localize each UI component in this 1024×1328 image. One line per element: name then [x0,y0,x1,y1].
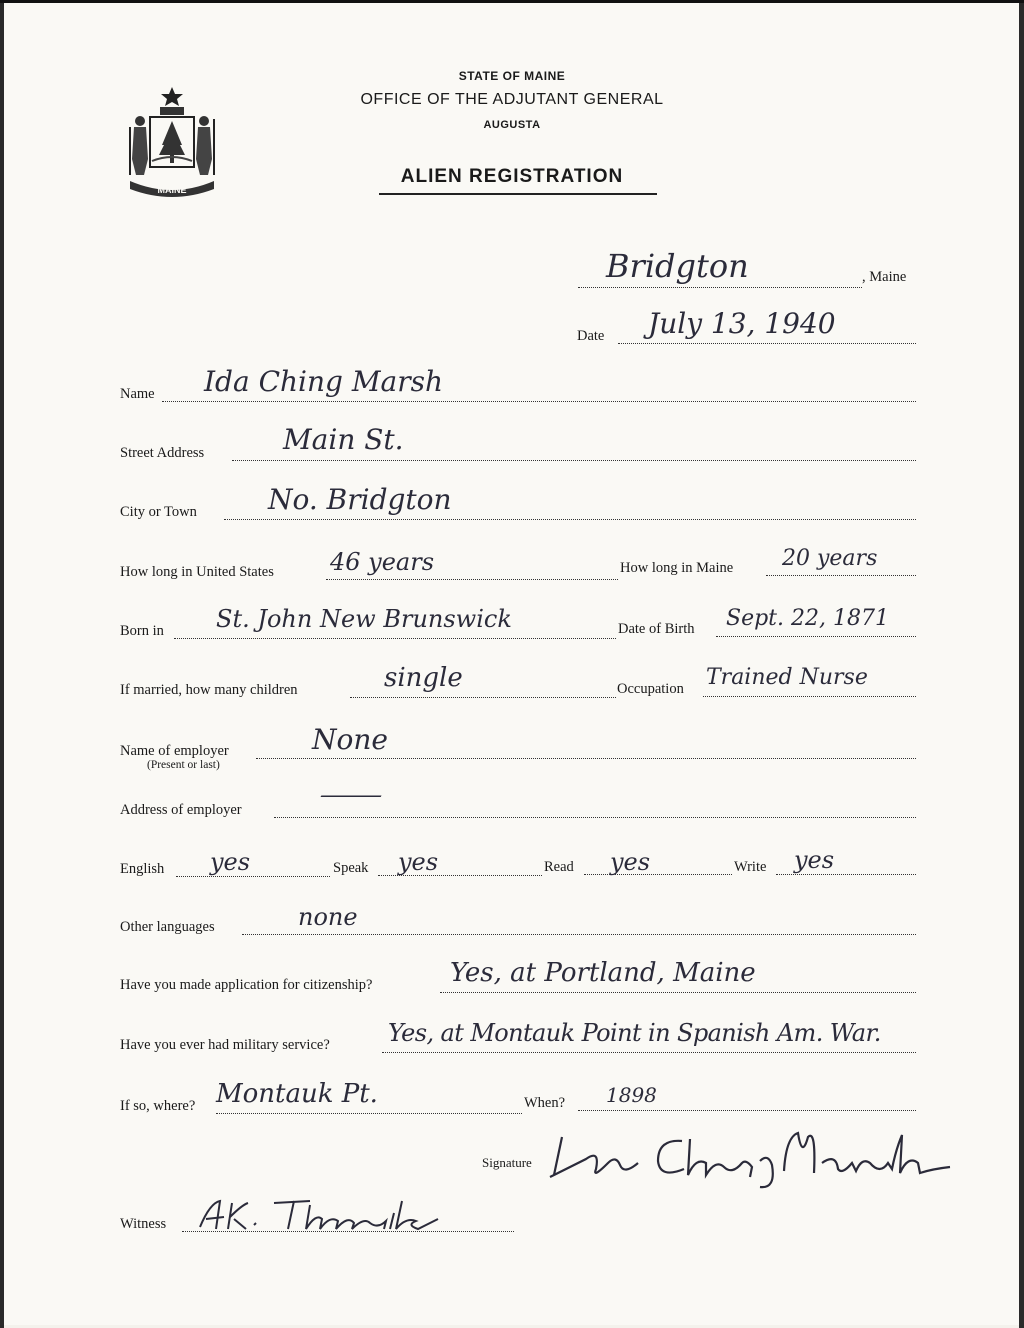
employer-value[interactable]: None [312,723,388,756]
dob-value[interactable]: Sept. 22, 1871 [726,606,889,631]
when-value[interactable]: 1898 [606,1083,657,1107]
us-value[interactable]: 46 years [330,548,435,576]
write-line [776,874,916,875]
english-label: English [120,861,165,877]
place-line [578,287,862,288]
signature-image [546,1119,956,1191]
place-value[interactable]: Bridgton [606,247,749,285]
military-value[interactable]: Yes, at Montauk Point in Spanish Am. War. [388,1019,881,1047]
where-line [216,1113,522,1114]
header-city: AUGUSTA [483,119,541,131]
header-office: OFFICE OF THE ADJUTANT GENERAL [360,91,664,108]
date-line [618,343,916,344]
dob-line [716,636,916,637]
read-line [584,874,732,875]
title-underline [379,193,657,195]
speak-label: Speak [333,860,369,876]
employer-address-label: Address of employer [120,802,242,818]
scan-edge-right [1019,3,1024,1328]
speak-value[interactable]: yes [398,848,439,876]
name-label: Name [120,386,155,402]
born-line [174,638,616,639]
employer-sublabel: (Present or last) [147,759,220,771]
form-title: ALIEN REGISTRATION [400,166,624,187]
read-value[interactable]: yes [610,848,651,876]
other-languages-line [242,934,916,935]
header-state: STATE OF MAINE [458,69,566,83]
witness-signature-image [190,1193,470,1237]
married-value[interactable]: single [384,663,463,693]
employer-line [256,758,916,759]
citizenship-value[interactable]: Yes, at Portland, Maine [450,958,756,988]
citizenship-label: Have you made application for citizenship? [120,977,373,993]
scan-edge-left [0,3,4,1328]
married-line [350,697,616,698]
citizenship-line [440,992,916,993]
city-line [224,519,916,520]
employer-label: Name of employer [120,743,229,759]
us-label: How long in United States [120,564,274,580]
us-line [326,579,618,580]
other-languages-label: Other languages [120,919,215,935]
military-line [382,1052,916,1053]
read-label: Read [544,859,574,875]
where-label: If so, where? [120,1098,196,1114]
maine-value[interactable]: 20 years [782,546,878,571]
born-label: Born in [120,623,164,639]
seal-text: MAINE [157,185,187,195]
occupation-value[interactable]: Trained Nurse [706,665,868,690]
maine-line [766,575,916,576]
other-languages-value[interactable]: none [298,903,358,931]
dob-label: Date of Birth [618,621,695,637]
write-label: Write [734,859,767,875]
name-value[interactable]: Ida Ching Marsh [204,365,443,398]
married-label: If married, how many children [120,682,298,698]
write-value[interactable]: yes [794,846,835,874]
employer-address-line [274,817,916,818]
street-line [232,460,916,461]
city-value[interactable]: No. Bridgton [268,483,452,516]
where-value[interactable]: Montauk Pt. [216,1079,378,1109]
date-label: Date [577,328,605,344]
born-value[interactable]: St. John New Brunswick [216,605,512,633]
english-line [176,876,330,877]
street-value[interactable]: Main St. [283,423,404,456]
employer-address-value[interactable]: — [318,783,384,808]
military-label: Have you ever had military service? [120,1037,330,1053]
when-line [578,1110,916,1111]
english-value[interactable]: yes [210,848,251,876]
occupation-label: Occupation [617,681,684,697]
date-value[interactable]: July 13, 1940 [648,307,836,340]
maine-label: How long in Maine [620,560,734,576]
city-label: City or Town [120,504,197,520]
name-line [162,401,916,402]
occupation-line [703,696,916,697]
maine-suffix: , Maine [862,269,907,285]
witness-label: Witness [120,1216,167,1232]
signature-label: Signature [482,1155,532,1170]
when-label: When? [524,1095,566,1111]
street-label: Street Address [120,445,205,461]
